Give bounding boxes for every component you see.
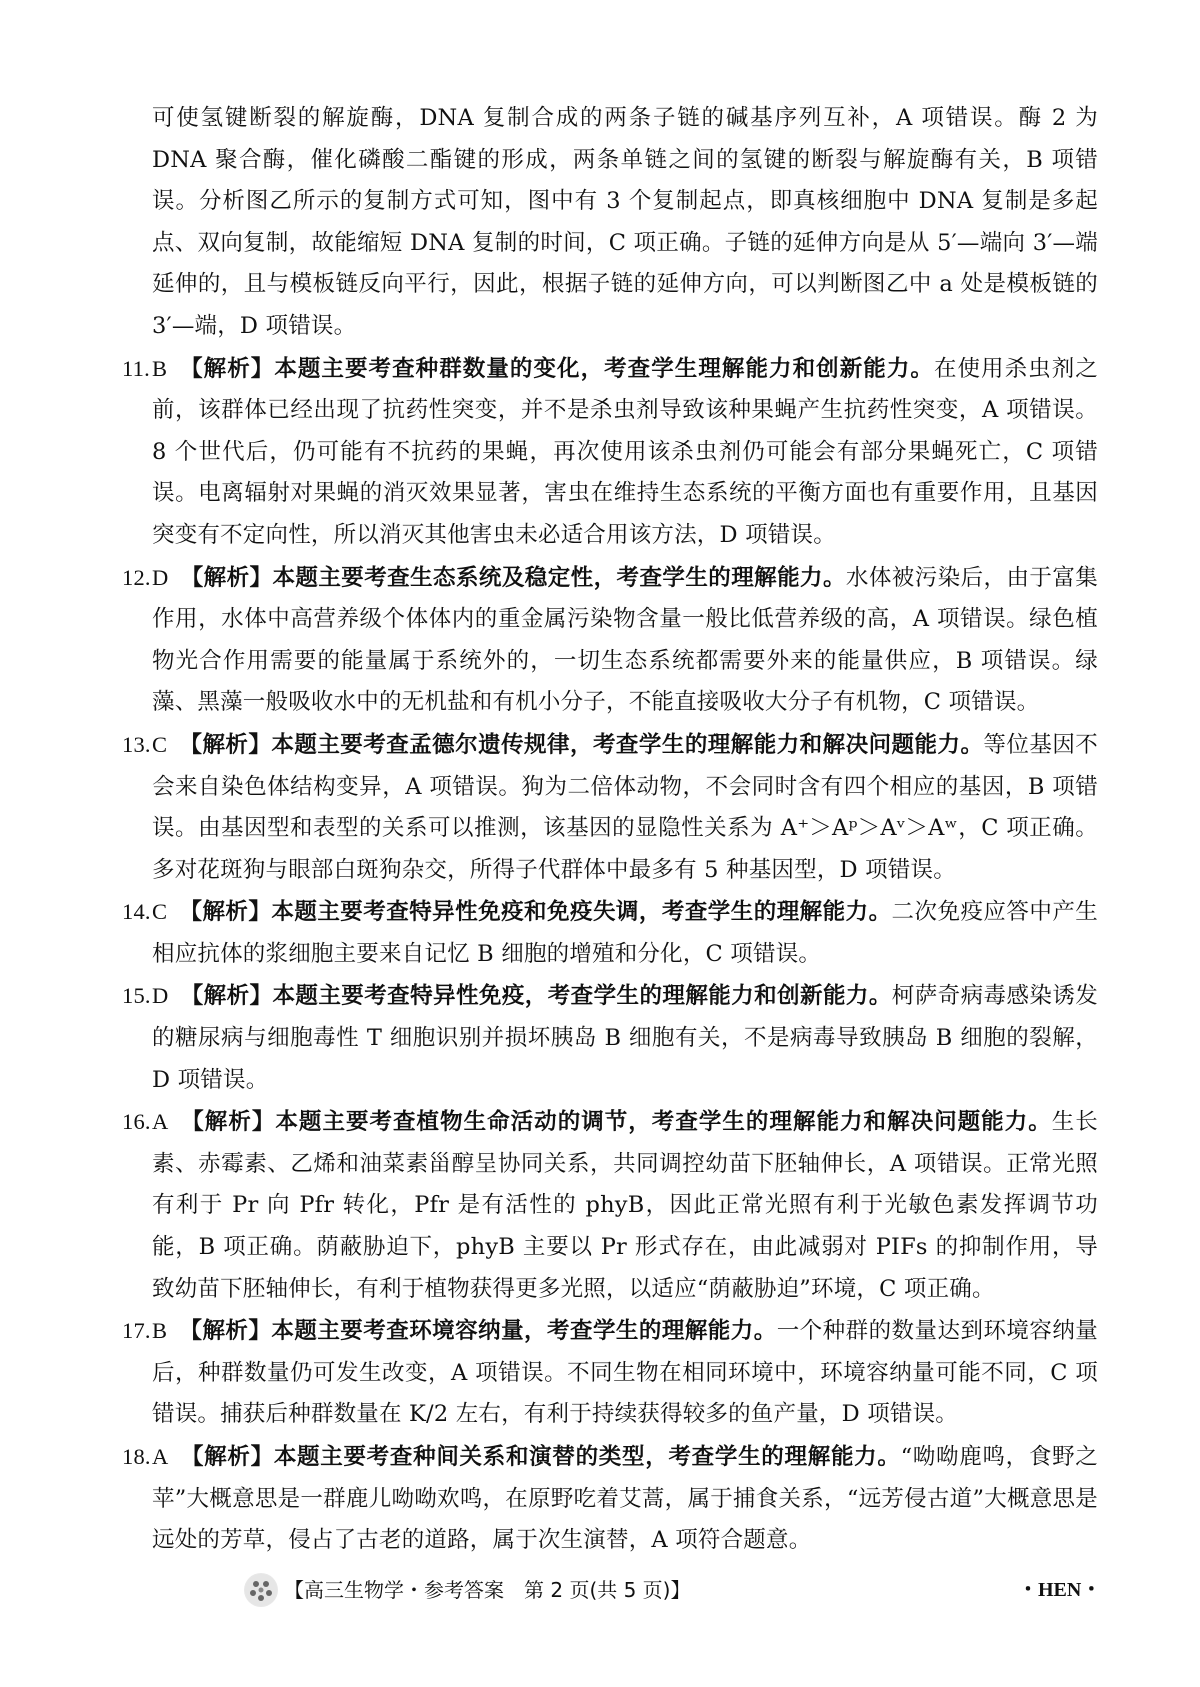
page-footer <box>0 1571 1200 1611</box>
question-number: 17. <box>122 1318 151 1344</box>
question-item <box>122 975 1098 1101</box>
analysis-lead: 本题主要考查种群数量的变化，考查学生理解能力和创新能力。 <box>274 355 934 382</box>
question-item <box>122 1436 1098 1562</box>
analysis-lead: 本题主要考查孟德尔遗传规律，考查学生的理解能力和解决问题能力。 <box>271 731 984 758</box>
answer-letter: D <box>152 983 169 1009</box>
question-number: 16. <box>122 1109 151 1135</box>
analysis-tag: 【解析】 <box>180 1444 274 1470</box>
question-number: 11. <box>122 355 150 381</box>
question-item <box>122 1310 1098 1436</box>
analysis-lead: 本题主要考查生态系统及稳定性，考查学生的理解能力。 <box>272 564 846 591</box>
analysis-lead: 本题主要考查特异性免疫，考查学生的理解能力和创新能力。 <box>272 983 892 1010</box>
answer-letter: A <box>152 1444 169 1469</box>
answer-letter: C <box>152 731 168 757</box>
analysis-tag: 【解析】 <box>179 355 275 382</box>
analysis-body: 在使用杀虫剂之前，该群体已经出现了抗药性突变，并不是杀虫剂导致该种果蝇产生抗药性突变，A 项错误。8 个世代后，仍可能有不抗药的果蝇，再次使用该杀虫剂仍可能会有部分果蝇死亡，C 项错误。电离辐射对果蝇的消灭效果显著，害虫在维持生态系统的平衡方面也有重要作用，且基因突变有不定向性，所以消灭其他害虫未必适合用该方法，D 项错误。 <box>152 355 1098 548</box>
question-item <box>122 348 1098 557</box>
analysis-body: 柯萨奇病毒感染诱发的糖尿病与细胞毒性 T 细胞识别并损坏胰岛 B 细胞有关，不是病毒导致胰岛 B 细胞的裂解，D 项错误。 <box>152 983 1098 1093</box>
analysis-body: 生长素、赤霉素、乙烯和油菜素甾醇呈协同关系，共同调控幼苗下胚轴伸长，A 项错误。正常光照有利于 Pr 向 Pfr 转化，Pfr 是有活性的 phyB，因此正常光照有利于光敏色素发挥调节功能，B 项正确。荫蔽胁迫下，phyB 主要以 Pr 形式存在，由此减弱对 PIFs 的抑制作用，导致幼苗下胚轴伸长，有利于植物获得更多光照，以适应“荫蔽胁迫”环境，C 项正确。 <box>152 1109 1098 1302</box>
question-item <box>122 557 1098 724</box>
question-number: 15. <box>122 983 151 1009</box>
footer-page-info: 【高三生物学・参考答案 第 2 页(共 5 页)】 <box>284 1578 691 1602</box>
answer-letter: A <box>152 1109 169 1135</box>
question-item <box>122 891 1098 975</box>
footer-code: ・HEN・ <box>1018 1579 1102 1601</box>
analysis-lead: 本题主要考查特异性免疫和免疫失调，考查学生的理解能力。 <box>271 899 892 926</box>
analysis-body: 一个种群的数量达到环境容纳量后，种群数量仍可发生改变，A 项错误。不同生物在相同环境中，环境容纳量可能不同，C 项错误。捕获后种群数量在 K/2 左右，有利于持续获得较多的鱼产量，D 项错误。 <box>152 1318 1098 1428</box>
analysis-body: 二次免疫应答中产生相应抗体的浆细胞主要来自记忆 B 细胞的增殖和分化，C 项错误。 <box>152 899 1098 967</box>
analysis-lead: 本题主要考查种间关系和演替的类型，考查学生的理解能力。 <box>273 1444 901 1470</box>
continuation-paragraph: 可使氢键断裂的解旋酶，DNA 复制合成的两条子链的碱基序列互补，A 项错误。酶 2 为 DNA 聚合酶，催化磷酸二酯键的形成，两条单链之间的氢键的断裂与解旋酶有关，B 项错误。分析图乙所示的复制方式可知，图中有 3 个复制起点，即真核细胞中 DNA 复制是多起点、双向复制，故能缩短 DNA 复制的时间，C 项正确。子链的延伸方向是从 5′—端向 3′—端延伸的，且与模板链反向平行，因此，根据子链的延伸方向，可以判断图乙中 a 处是模板链的3′—端，D 项错误。 <box>152 105 1098 339</box>
analysis-lead: 本题主要考查植物生命活动的调节，考查学生的理解能力和解决问题能力。 <box>275 1109 1052 1136</box>
answer-letter: C <box>152 899 168 925</box>
logo-icon <box>244 1573 278 1607</box>
answer-letter: B <box>152 355 168 381</box>
analysis-tag: 【解析】 <box>179 731 272 758</box>
question-list <box>122 348 1098 1562</box>
analysis-tag: 【解析】 <box>180 564 273 591</box>
analysis-tag: 【解析】 <box>179 899 272 926</box>
answer-letter: D <box>152 564 169 590</box>
analysis-tag: 【解析】 <box>180 983 273 1010</box>
analysis-tag: 【解析】 <box>180 1109 276 1136</box>
question-item <box>122 1101 1098 1310</box>
analysis-body: 水体被污染后，由于富集作用，水体中高营养级个体体内的重金属污染物含量一般比低营养级的高，A 项错误。绿色植物光合作用需要的能量属于系统外的，一切生态系统都需要外来的能量供应，B 项错误。绿藻、黑藻一般吸收水中的无机盐和有机小分子，不能直接吸收大分子有机物，C 项错误。 <box>152 564 1098 716</box>
answer-letter: B <box>152 1318 168 1344</box>
analysis-lead: 本题主要考查环境容纳量，考查学生的理解能力。 <box>271 1318 777 1345</box>
question-number: 12. <box>122 564 151 590</box>
analysis-body: 等位基因不会来自染色体结构变异，A 项错误。狗为二倍体动物，不会同时含有四个相应的基因，B 项错误。由基因型和表型的关系可以推测，该基因的显隐性关系为 A⁺＞Aᵖ＞Aᵛ＞Aʷ，C 项正确。多对花斑狗与眼部白斑狗杂交，所得子代群体中最多有 5 种基因型，D 项错误。 <box>152 731 1098 883</box>
question-number: 18. <box>122 1444 151 1469</box>
page-content <box>122 98 1098 1562</box>
analysis-tag: 【解析】 <box>179 1318 272 1345</box>
question-number: 14. <box>122 899 151 925</box>
question-number: 13. <box>122 731 151 757</box>
question-item <box>122 724 1098 891</box>
analysis-body: “呦呦鹿鸣，食野之苹”大概意思是一群鹿儿呦呦欢鸣，在原野吃着艾蒿，属于捕食关系，“远芳侵古道”大概意思是远处的芳草，侵占了古老的道路，属于次生演替，A 项符合题意。 <box>152 1444 1098 1554</box>
